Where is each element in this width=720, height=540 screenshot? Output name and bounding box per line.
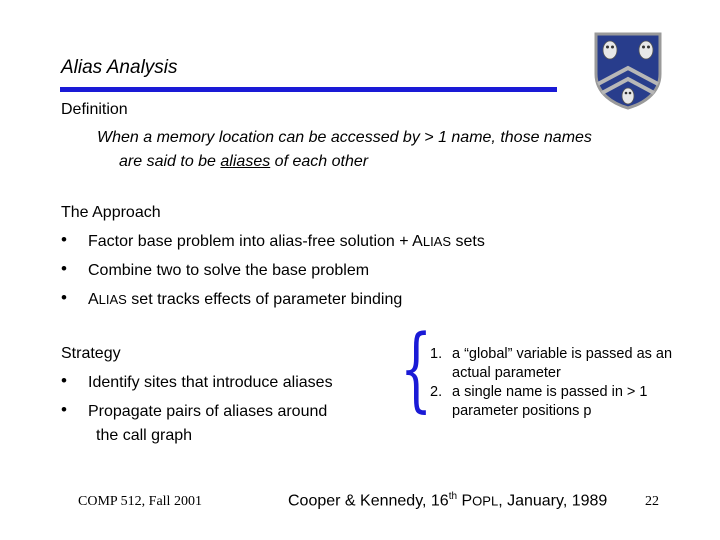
list-item bbox=[61, 260, 485, 289]
strategy-item-continuation: the call graph bbox=[96, 427, 193, 444]
citation-text: Cooper & Kennedy, 16 bbox=[288, 492, 449, 510]
list-item bbox=[430, 383, 672, 421]
definition-line-2-start: are said to be bbox=[119, 153, 221, 170]
list-item bbox=[61, 400, 333, 448]
definition-line-2 bbox=[97, 150, 592, 174]
approach-item-text: Combine two to solve the base problem bbox=[88, 262, 370, 279]
definition-heading: Definition bbox=[61, 101, 128, 118]
list-item bbox=[61, 289, 485, 318]
approach-item-smallcaps: LIAS bbox=[98, 292, 127, 307]
note-continuation: parameter positions p bbox=[452, 403, 592, 419]
bullet-icon: • bbox=[61, 230, 67, 249]
list-item bbox=[61, 231, 485, 260]
approach-item-text: A bbox=[88, 291, 99, 308]
definition-line-1: When a memory location can be accessed by > 1 name, those names bbox=[97, 129, 592, 146]
citation-ordinal: th bbox=[448, 491, 458, 502]
list-item bbox=[61, 371, 333, 395]
bullet-icon: • bbox=[61, 259, 67, 278]
strategy-list bbox=[61, 371, 333, 448]
approach-item-tail: set tracks effects of parameter binding bbox=[126, 291, 403, 308]
bullet-icon: • bbox=[61, 400, 67, 419]
note-continuation: actual parameter bbox=[452, 365, 561, 381]
approach-item-tail: sets bbox=[451, 233, 485, 250]
strategy-item-text: Identify sites that introduce aliases bbox=[88, 374, 333, 391]
strategy-heading: Strategy bbox=[61, 345, 121, 362]
note-text: a “global” variable is passed as an bbox=[452, 346, 673, 362]
brace-icon: { bbox=[400, 315, 433, 422]
slide-title: Alias Analysis bbox=[61, 57, 178, 78]
course-footer: COMP 512, Fall 2001 bbox=[78, 494, 202, 509]
approach-list bbox=[61, 231, 485, 318]
citation-venue-smallcaps: OPL bbox=[472, 493, 499, 509]
bullet-icon: • bbox=[61, 371, 67, 390]
citation-footer bbox=[288, 491, 607, 510]
aliases-term: aliases bbox=[220, 153, 271, 170]
citation-date: , January, 1989 bbox=[498, 492, 608, 510]
approach-item-text: Factor base problem into alias-free solution + A bbox=[88, 233, 423, 250]
citation-venue: P bbox=[457, 492, 473, 510]
strategy-item-text: Propagate pairs of aliases around bbox=[88, 403, 328, 420]
definition-line-2-end: of each other bbox=[270, 153, 369, 170]
list-item bbox=[430, 345, 672, 383]
approach-heading: The Approach bbox=[61, 204, 161, 221]
page-number: 22 bbox=[645, 494, 659, 509]
definition-text bbox=[97, 126, 592, 174]
note-number: 2. bbox=[430, 384, 443, 400]
title-underline bbox=[60, 87, 557, 92]
note-text: a single name is passed in > 1 bbox=[452, 384, 648, 400]
bullet-icon: • bbox=[61, 288, 67, 307]
approach-item-smallcaps: LIAS bbox=[422, 234, 452, 249]
crest-icon bbox=[592, 30, 664, 110]
note-number: 1. bbox=[430, 346, 443, 362]
notes-list bbox=[430, 345, 672, 421]
